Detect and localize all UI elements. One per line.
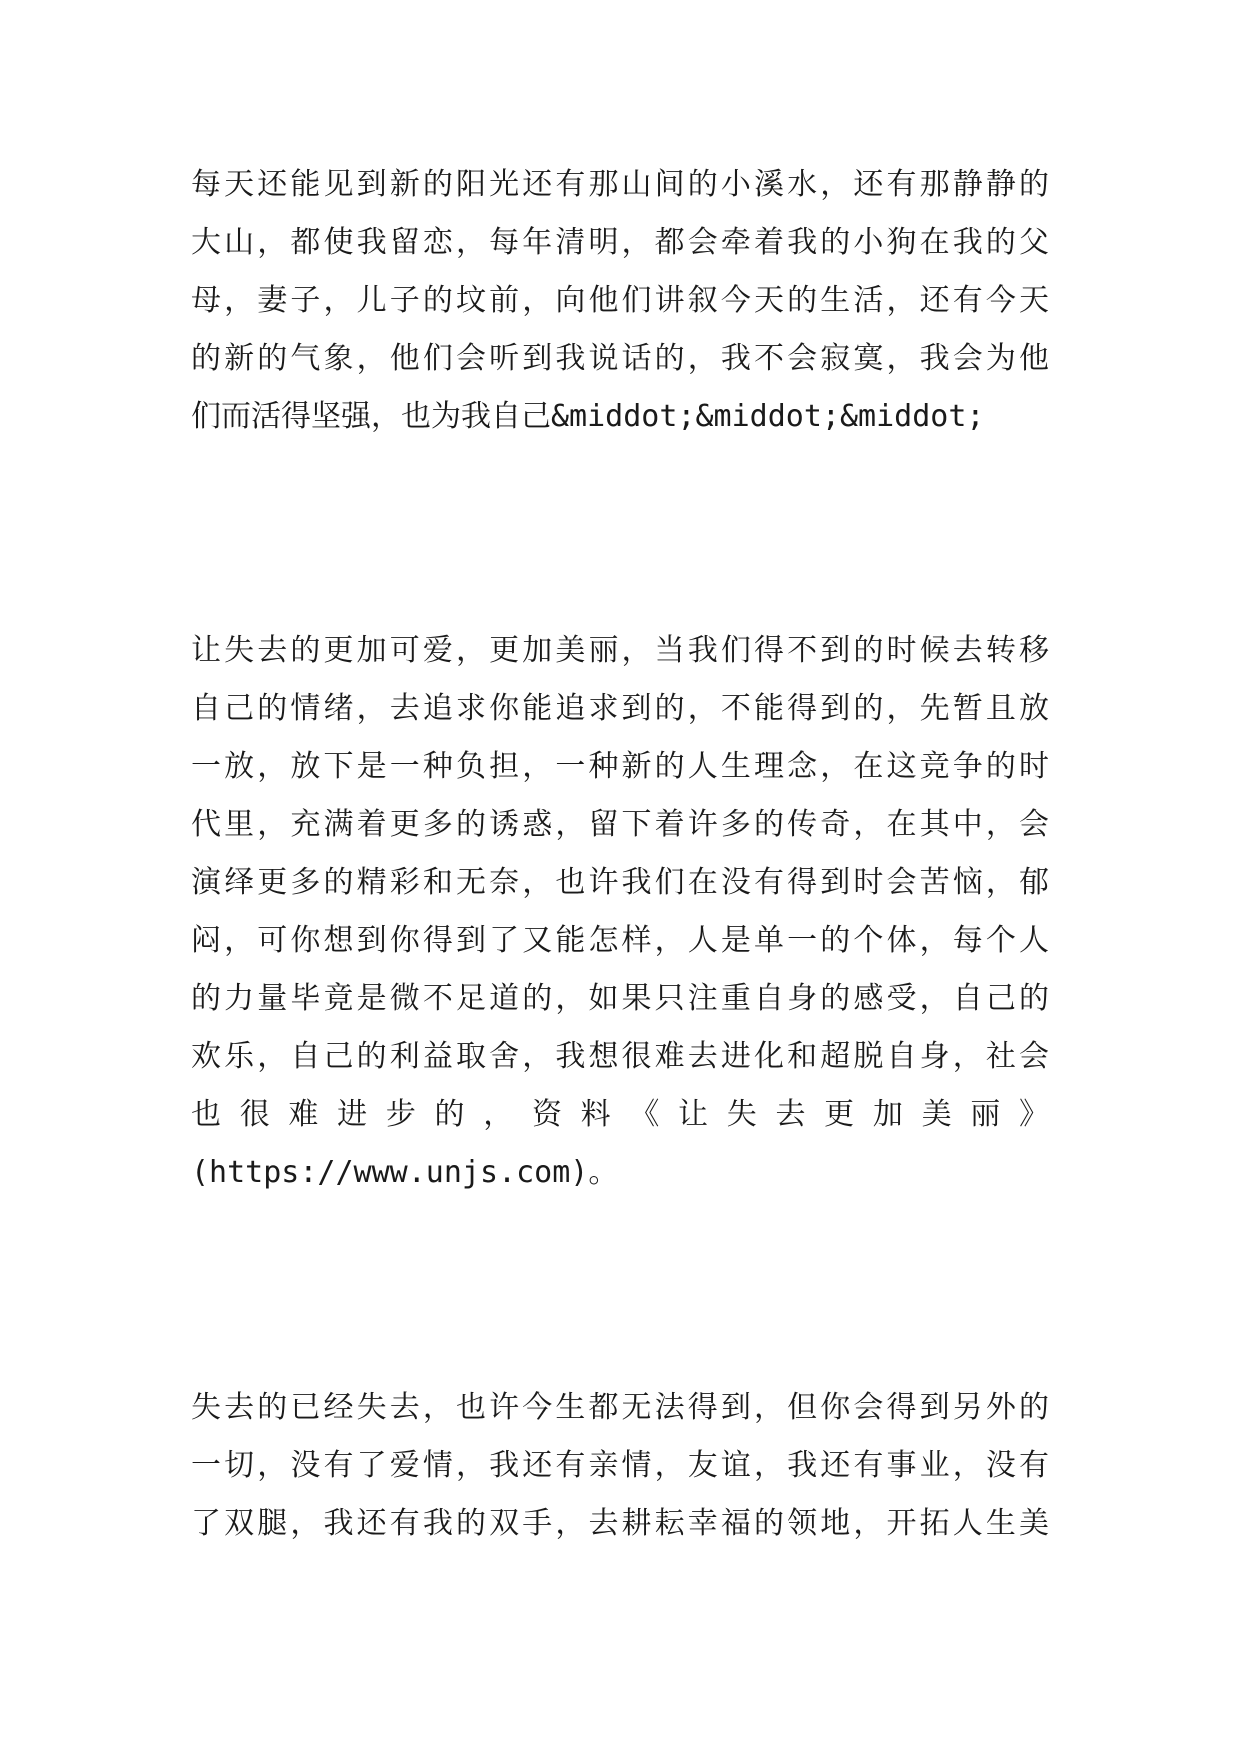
text-line: 也 很 难 进 步 的 ， 资 料 《 让 失 去 更 加 美 丽 》 bbox=[191, 1097, 1049, 1132]
text-line: 每天还能见到新的阳光还有那山间的小溪水，还有那静静的 bbox=[191, 167, 1049, 202]
text-line: 的力量毕竟是微不足道的，如果只注重自身的感受，自己的 bbox=[191, 981, 1049, 1016]
text-line: 演绎更多的精彩和无奈，也许我们在没有得到时会苦恼，郁 bbox=[191, 865, 1049, 900]
text-line: 让失去的更加可爱，更加美丽，当我们得不到的时候去转移 bbox=[191, 633, 1049, 668]
text-line: 闷，可你想到你得到了又能怎样，人是单一的个体，每个人 bbox=[191, 923, 1049, 958]
text-line: 代里，充满着更多的诱惑，留下着许多的传奇，在其中，会 bbox=[191, 807, 1049, 842]
text-line: 失去的已经失去，也许今生都无法得到，但你会得到另外的 bbox=[191, 1390, 1049, 1425]
paragraph-1 bbox=[191, 156, 1049, 446]
text-line: 自己的情绪，去追求你能追求到的，不能得到的，先暂且放 bbox=[191, 691, 1049, 726]
paragraph-3 bbox=[191, 1379, 1049, 1553]
source-link-text: (https://www.unjs.com)。 bbox=[191, 1155, 619, 1190]
text-line: 们而活得坚强，也为我自己&middot;&middot;&middot; bbox=[191, 399, 985, 434]
text-line: 的新的气象，他们会听到我说话的，我不会寂寞，我会为他 bbox=[191, 341, 1049, 376]
text-line: 大山，都使我留恋，每年清明，都会牵着我的小狗在我的父 bbox=[191, 225, 1049, 260]
text-line: 了双腿，我还有我的双手，去耕耘幸福的领地，开拓人生美 bbox=[191, 1506, 1049, 1541]
text-line: 一切，没有了爱情，我还有亲情，友谊，我还有事业，没有 bbox=[191, 1448, 1049, 1483]
text-line: 一放，放下是一种负担，一种新的人生理念，在这竞争的时 bbox=[191, 749, 1049, 784]
text-line: 母，妻子，儿子的坟前，向他们讲叙今天的生活，还有今天 bbox=[191, 283, 1049, 318]
text-line: 欢乐，自己的利益取舍，我想很难去进化和超脱自身，社会 bbox=[191, 1039, 1049, 1074]
paragraph-2 bbox=[191, 622, 1049, 1202]
